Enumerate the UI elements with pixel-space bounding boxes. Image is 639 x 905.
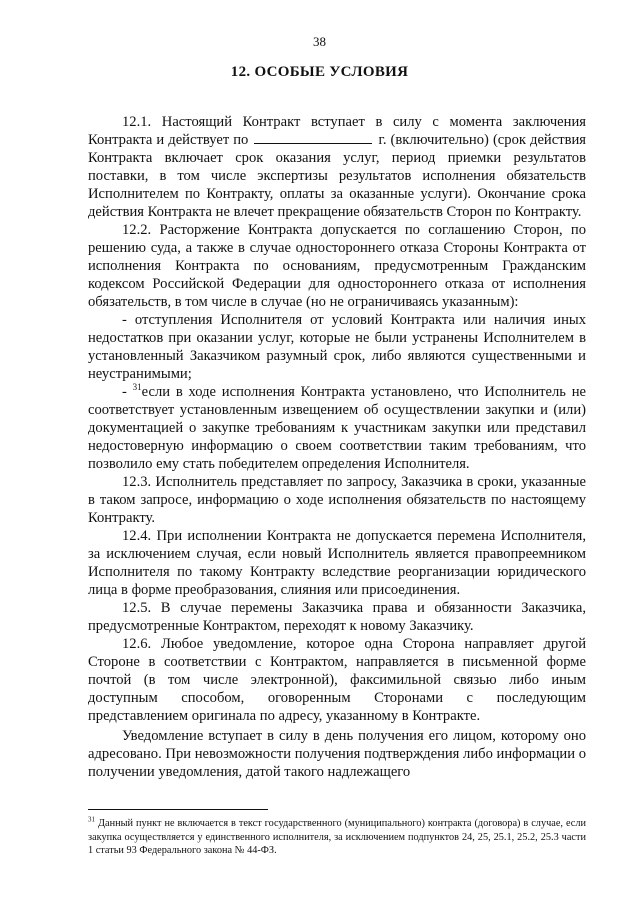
- footnote-text: Данный пункт не включается в текст государственного (муниципального) контракта (договора) в случае, если закупка осуществляется у единственного исполнителя, за исключением подпунктов 24, 25, 25.1, 25.2, 25.3 части 1 статьи 93 Федерального закона № 44-ФЗ.: [88, 818, 586, 856]
- footnote-divider: [88, 809, 268, 810]
- clause-12-3: 12.3. Исполнитель представляет по запросу, Заказчика в сроки, указанные в таком запросе, информацию о ходе исполнения обязательств по настоящему Контракту.: [88, 474, 586, 526]
- clause-12-2-bullet-2: [88, 383, 586, 473]
- footnote-number: 31: [88, 815, 95, 824]
- clause-12-6-notice: Уведомление вступает в силу в день получения его лицом, которому оно адресовано. При невозможности получения подтверждения либо информации о получении уведомления, датой такого надлежащего: [88, 728, 586, 780]
- clause-12-6: 12.6. Любое уведомление, которое одна Сторона направляет другой Стороне в соответствии с Контрактом, направляется в письменной форме почтой (в том числе электронной), факсимильной связью либо иным доступным способом, оговоренным Сторонами с последующим представлением оригинала по адресу, указанному в Контракте.: [88, 636, 586, 724]
- clause-12-1-rest: г. (включительно) (срок действия Контракта включает срок оказания услуг, период приемки результатов поставки, в том числе экспертизы результатов исполнения обязательств Исполнителем по Контракту, оплаты за оказанные услуги). Окончание срока действия Контракта не влечет прекращение обязательств Сторон по Контракту.: [88, 132, 586, 220]
- page-number: 38: [313, 34, 326, 49]
- clause-12-2-bullet-1: - отступления Исполнителя от условий Контракта или наличия иных недостатков при оказании услуг, которые не были устранены Исполнителем в установленный Заказчиком разумный срок, либо являются существенными и неустранимыми;: [88, 312, 586, 382]
- date-blank-line: [254, 131, 372, 144]
- section-title: 12. ОСОБЫЕ УСЛОВИЯ: [230, 64, 409, 80]
- footnote-ref-31: 31: [132, 382, 142, 393]
- document-body: [88, 113, 586, 781]
- clause-12-4: 12.4. При исполнении Контракта не допускается перемена Исполнителя, за исключением случая, если новый Исполнитель является правопреемником Исполнителя по такому Контракту вследствие реорганизации юридического лица в форме преобразования, слияния или присоединения.: [88, 528, 586, 598]
- clause-12-2-bullet-2-text: если в ходе исполнения Контракта установлено, что Исполнитель не соответствует установленным извещением об осуществлении закупки и (или) документацией о закупке требованиям к участникам закупки или представил недостоверную информацию о своем соответствии таким требованиям, что позволило ему стать победителем определения Исполнителя.: [88, 384, 586, 472]
- clause-12-5: 12.5. В случае перемены Заказчика права и обязанности Заказчика, предусмотренные Контрактом, переходят к новому Заказчику.: [88, 600, 586, 634]
- clause-12-1: [88, 113, 586, 221]
- clause-12-1-start: 12.1. Настоящий Контракт вступает в силу с момента заключения Контракта и действует по: [88, 114, 586, 148]
- footnote: [88, 817, 586, 858]
- bullet-dash: -: [122, 384, 127, 400]
- clause-12-2: 12.2. Расторжение Контракта допускается по соглашению Сторон, по решению суда, а также в случае одностороннего отказа Стороны Контракта от исполнения Контракта по основаниям, предусмотренным Гражданским кодексом Российской Федерации для одностороннего отказа от исполнения обязательств, в том числе в случае (но не ограничиваясь указанным):: [88, 222, 586, 310]
